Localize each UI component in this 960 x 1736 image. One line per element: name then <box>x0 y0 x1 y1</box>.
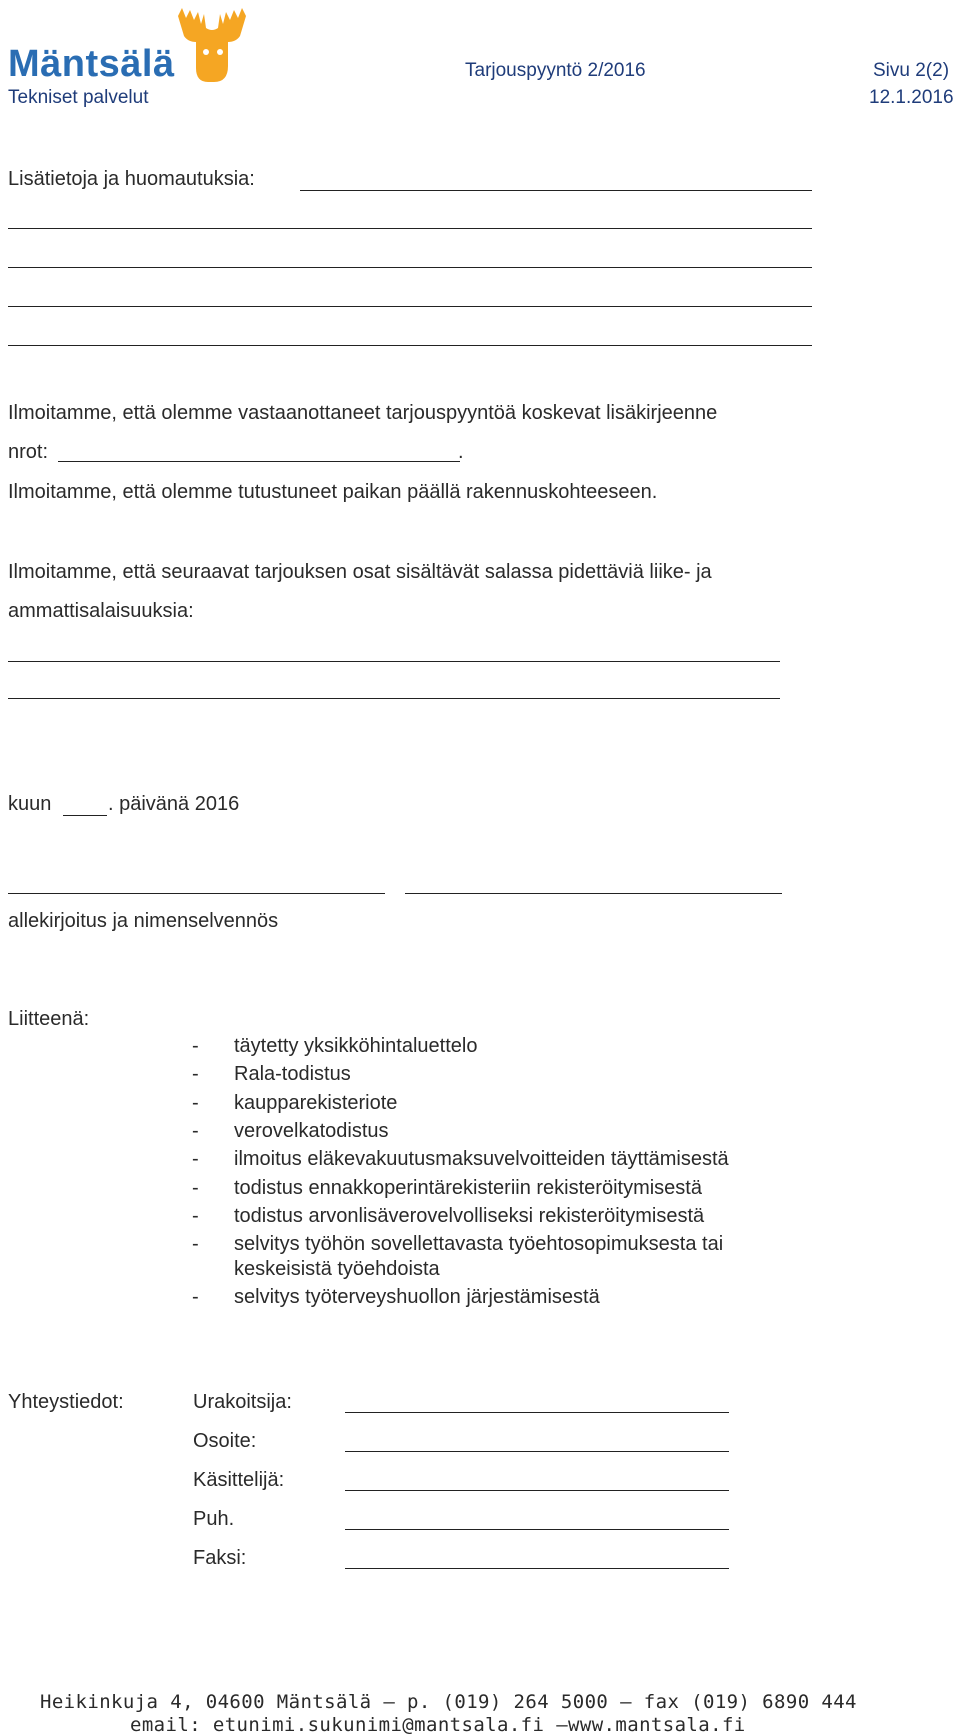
addenda-text: Ilmoitamme, että olemme vastaanottaneet tarjouspyyntöä koskevat lisäkirjeenne <box>8 402 718 424</box>
signature-label: allekirjoitus ja nimenselvennös <box>8 910 279 932</box>
list-item: - ilmoitus eläkevakuutusmaksuvelvoitteiden täyttämisestä <box>192 1148 729 1170</box>
confidential-text: Ilmoitamme, että seuraavat tarjouksen osat sisältävät salassa pidettäviä liike- ja <box>8 561 712 583</box>
confidential-input-line[interactable] <box>8 661 780 662</box>
site-visit-text: Ilmoitamme, että olemme tutustuneet paikan päällä rakennuskohteeseen. <box>8 481 658 503</box>
date-prefix: kuun <box>8 793 52 815</box>
list-item-continuation: keskeisistä työehdoista <box>234 1258 440 1280</box>
phone-label: Puh. <box>193 1508 235 1530</box>
phone-input-line[interactable] <box>345 1529 729 1530</box>
address-label: Osoite: <box>193 1430 257 1452</box>
doc-title: Tarjouspyyntö 2/2016 <box>465 60 646 81</box>
confidential-input-line[interactable] <box>8 698 780 699</box>
page-number: Sivu 2(2) <box>873 60 950 81</box>
contractor-input-line[interactable] <box>345 1412 729 1413</box>
date-suffix: . päivänä 2016 <box>108 793 240 815</box>
handler-input-line[interactable] <box>345 1490 729 1491</box>
addenda-period: . <box>458 441 464 463</box>
logo-wordmark: Mäntsälä <box>8 43 175 85</box>
list-item: - kaupparekisteriote <box>192 1092 398 1114</box>
list-item: - verovelkatodistus <box>192 1120 389 1142</box>
logo <box>8 6 258 84</box>
contractor-label: Urakoitsija: <box>193 1391 292 1413</box>
address-input-line[interactable] <box>345 1451 729 1452</box>
fax-input-line[interactable] <box>345 1568 729 1569</box>
handler-label: Käsittelijä: <box>193 1469 285 1491</box>
moose-icon <box>168 6 258 86</box>
addenda-nrot-label: nrot: <box>8 441 49 463</box>
notes-input-line[interactable] <box>8 306 812 307</box>
day-input-line[interactable] <box>63 815 107 816</box>
notes-input-line[interactable] <box>8 345 812 346</box>
list-item: - selvitys työterveyshuollon järjestämisestä <box>192 1286 600 1308</box>
department-name: Tekniset palvelut <box>8 87 149 108</box>
footer-web: email: etunimi.sukunimi@mantsala.fi —www.mantsala.fi <box>130 1714 746 1736</box>
fax-label: Faksi: <box>193 1547 247 1569</box>
notes-input-line[interactable] <box>8 228 812 229</box>
list-item: - täytetty yksikköhintaluettelo <box>192 1035 478 1057</box>
list-item: - todistus ennakkoperintärekisteriin rekisteröitymisestä <box>192 1177 702 1199</box>
notes-input-line[interactable] <box>8 267 812 268</box>
doc-date: 12.1.2016 <box>869 87 954 108</box>
confidential-text-2: ammattisalaisuuksia: <box>8 600 194 622</box>
list-item: - selvitys työhön sovellettavasta työehtosopimuksesta tai <box>192 1233 724 1255</box>
addenda-number-input-line[interactable] <box>58 461 460 462</box>
footer-address: Heikinkuja 4, 04600 Mäntsälä — p. (019) 264 5000 — fax (019) 6890 444 <box>40 1691 857 1713</box>
name-clarification-input-line[interactable] <box>405 893 782 894</box>
signature-input-line[interactable] <box>8 893 385 894</box>
attachments-label: Liitteenä: <box>8 1008 90 1030</box>
notes-input-line[interactable] <box>300 190 812 191</box>
list-item: - todistus arvonlisäverovelvolliseksi rekisteröitymisestä <box>192 1205 705 1227</box>
contact-label: Yhteystiedot: <box>8 1391 124 1413</box>
notes-label: Lisätietoja ja huomautuksia: <box>8 168 255 190</box>
list-item: - Rala-todistus <box>192 1063 351 1085</box>
